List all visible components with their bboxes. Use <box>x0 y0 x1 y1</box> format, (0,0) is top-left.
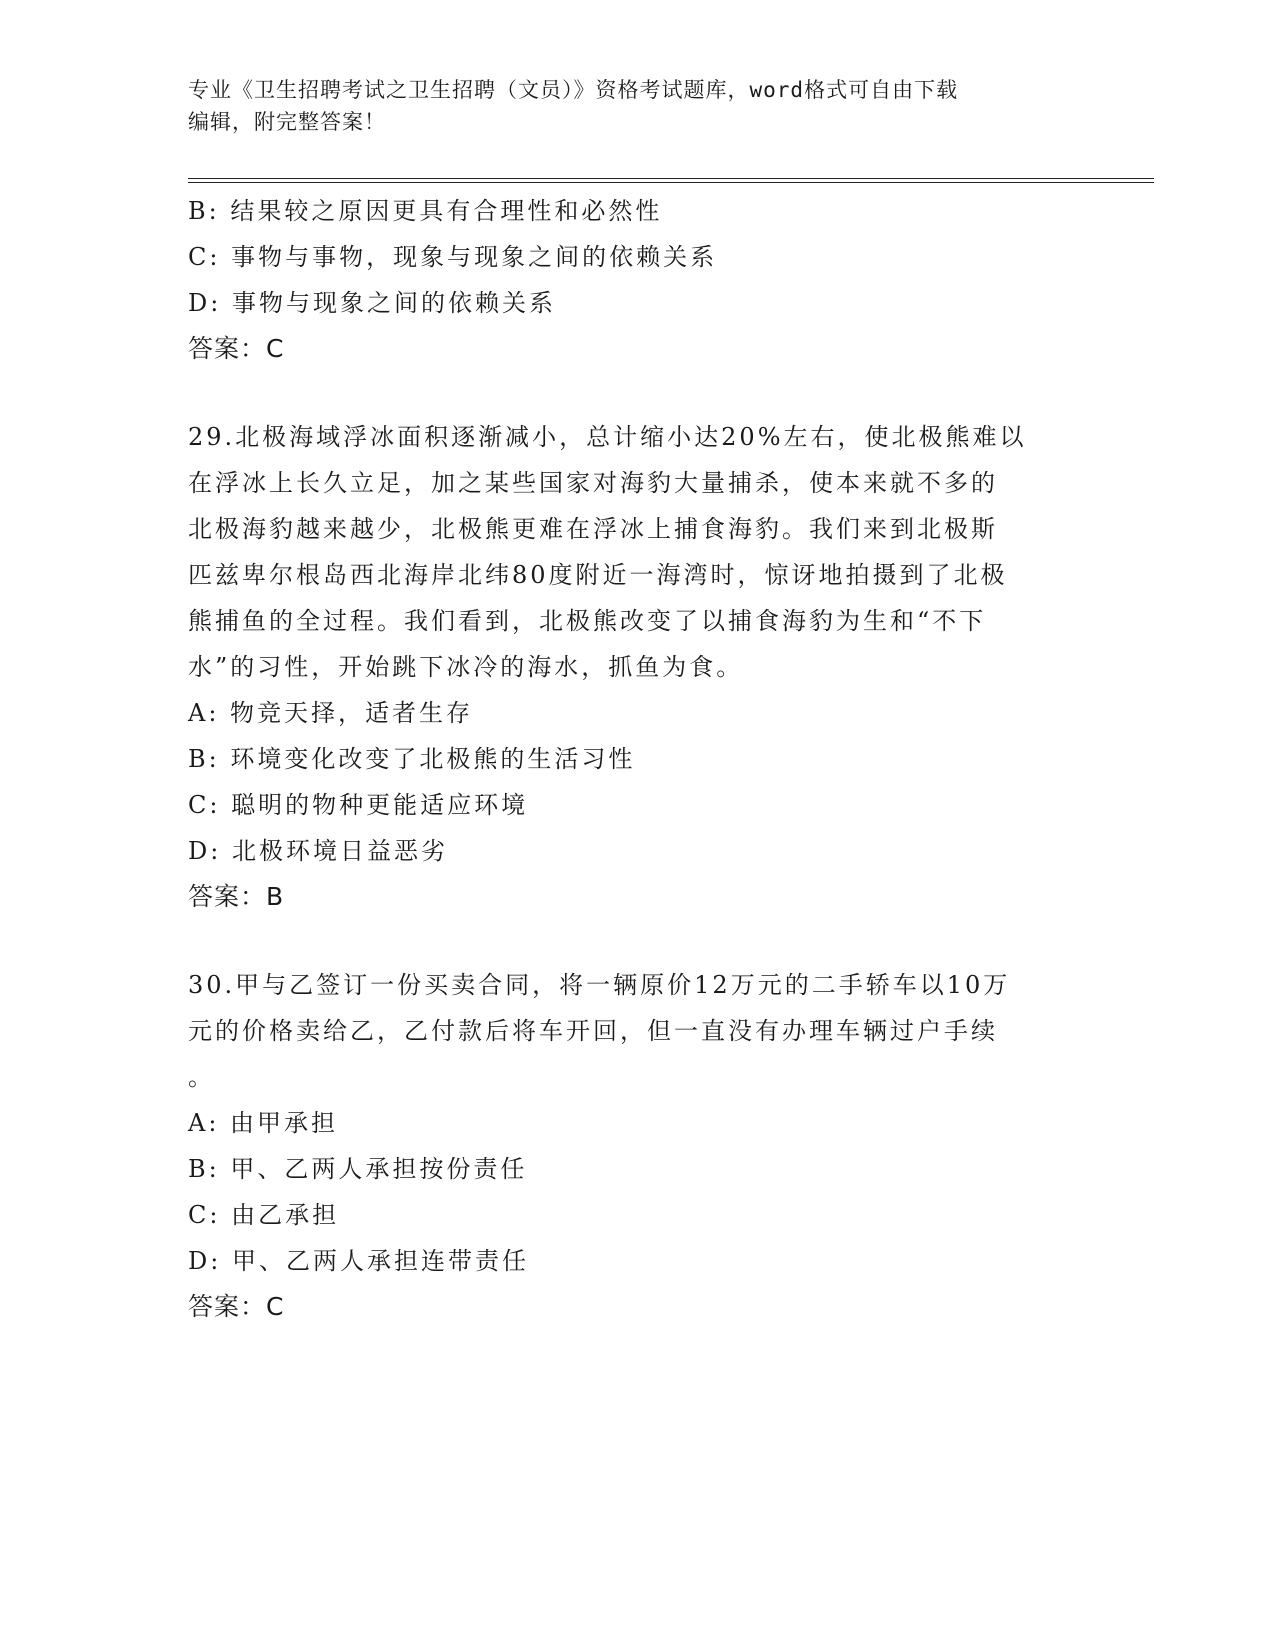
page-header <box>188 74 1068 138</box>
answer-line: 答案：B <box>188 882 285 911</box>
header-line-2: 编辑，附完整答案！ <box>188 110 386 134</box>
option-b: B: 甲、乙两人承担按份责任 <box>188 1155 528 1183</box>
option-c: C: 由乙承担 <box>188 1201 340 1229</box>
option-c: C: 事物与事物，现象与现象之间的依赖关系 <box>188 243 718 271</box>
option-d: D: 甲、乙两人承担连带责任 <box>188 1247 529 1275</box>
question-stem-line: 。 <box>188 1063 215 1091</box>
question-29 <box>188 414 1088 920</box>
option-a: A: 物竞天择，适者生存 <box>188 699 474 727</box>
option-d: D: 事物与现象之间的依赖关系 <box>188 289 556 317</box>
spacer <box>188 372 1088 414</box>
option-b: B: 结果较之原因更具有合理性和必然性 <box>188 197 663 225</box>
answer-line: 答案：C <box>188 1292 285 1321</box>
question-stem-line: 元的价格卖给乙，乙付款后将车开回，但一直没有办理车辆过户手续 <box>188 1017 998 1045</box>
question-stem-line: 29.北极海域浮冰面积逐渐减小，总计缩小达20%左右，使北极熊难以 <box>188 423 1027 451</box>
spacer <box>188 920 1088 962</box>
question-30 <box>188 962 1088 1330</box>
question-stem-line: 30.甲与乙签订一份买卖合同，将一辆原价12万元的二手轿车以10万 <box>188 971 1011 999</box>
question-stem-line: 熊捕鱼的全过程。我们看到，北极熊改变了以捕食海豹为生和“不下 <box>188 607 987 635</box>
question-content <box>188 188 1088 1330</box>
question-stem-line: 在浮冰上长久立足，加之某些国家对海豹大量捕杀，使本来就不多的 <box>188 469 998 497</box>
option-b: B: 环境变化改变了北极熊的生活习性 <box>188 745 636 773</box>
option-a: A: 由甲承担 <box>188 1109 339 1137</box>
question-stem-line: 水”的习性，开始跳下冰冷的海水，抓鱼为食。 <box>188 653 744 681</box>
question-stem-line: 匹兹卑尔根岛西北海岸北纬80度附近一海湾时，惊讶地拍摄到了北极 <box>188 561 1008 589</box>
header-line-1: 专业《卫生招聘考试之卫生招聘（文员）》资格考试题库，word格式可自由下载 <box>188 78 959 102</box>
question-stem-line: 北极海豹越来越少，北极熊更难在浮冰上捕食海豹。我们来到北极斯 <box>188 515 998 543</box>
answer-line: 答案：C <box>188 334 285 363</box>
option-c: C: 聪明的物种更能适应环境 <box>188 791 529 819</box>
header-divider <box>188 178 1154 183</box>
option-d: D: 北极环境日益恶劣 <box>188 837 448 865</box>
question-28 <box>188 188 1088 372</box>
